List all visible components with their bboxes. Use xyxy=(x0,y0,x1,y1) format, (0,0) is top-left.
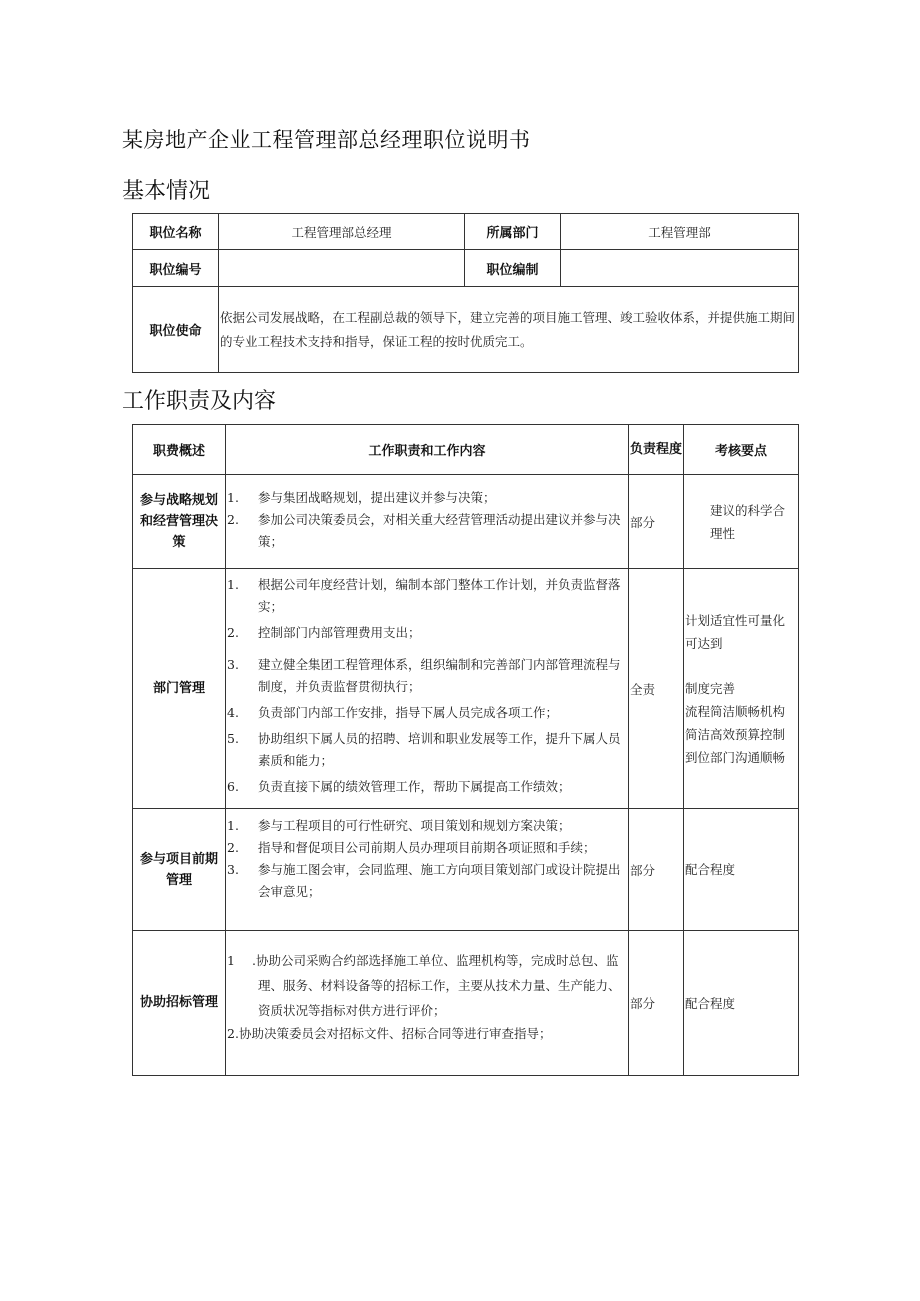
page-title: 某房地产企业工程管理部总经理职位说明书 xyxy=(122,128,531,152)
list-item: 1. 根据公司年度经营计划，编制本部门整体工作计划，并负责监督落实； xyxy=(227,577,621,614)
headcount-label: 职位编制 xyxy=(465,250,561,287)
duty-level: 全责 xyxy=(629,569,684,809)
list-item: 4. 负责部门内部工作安排，指导下属人员完成各项工作； xyxy=(227,705,559,720)
mission-label: 职位使命 xyxy=(133,287,219,373)
table-row xyxy=(133,931,799,1076)
section-title-basic: 基本情况 xyxy=(122,179,211,204)
table-row xyxy=(133,809,799,931)
list-item: 3. 建立健全集团工程管理体系，组织编制和完善部门内部管理流程与制度，并负责监督贯彻执行； xyxy=(227,657,621,694)
section-title-duties: 工作职责及内容 xyxy=(122,389,277,414)
duty-kpi: 计划适宜性可量化 可达到 制度完善 流程简洁顺畅机构 简洁高效预算控制 到位部门沟通顺畅 xyxy=(684,569,799,809)
position-name-value: 工程管理部总经理 xyxy=(219,214,465,250)
department-label: 所属部门 xyxy=(465,214,561,250)
table-row xyxy=(133,250,799,287)
list-item: 5. 协助组织下属人员的招聘、培训和职业发展等工作，提升下属人员素质和能力； xyxy=(227,731,621,768)
basic-info-table xyxy=(132,213,799,373)
duty-category: 参与项目前期管理 xyxy=(133,809,226,931)
position-name-label: 职位名称 xyxy=(133,214,219,250)
table-row xyxy=(133,287,799,373)
list-item: 3. 参与施工图会审，会同监理、施工方向项目策划部门或设计院提出会审意见； xyxy=(227,862,621,899)
duty-kpi: 建议的科学合理性 xyxy=(684,475,799,569)
header-level: 负责程度 xyxy=(629,425,684,475)
table-header-row xyxy=(133,425,799,475)
list-item: 1. 参与工程项目的可行性研究、项目策划和规划方案决策； xyxy=(227,818,571,833)
table-row xyxy=(133,214,799,250)
duty-content xyxy=(226,931,629,1076)
duty-category: 部门管理 xyxy=(133,569,226,809)
duty-content xyxy=(226,475,629,569)
list-item: 6. 负责直接下属的绩效管理工作，帮助下属提高工作绩效； xyxy=(227,779,571,794)
header-kpi: 考核要点 xyxy=(684,425,799,475)
duty-kpi: 配合程度 xyxy=(684,931,799,1076)
duty-content xyxy=(226,569,629,809)
header-category: 职费概述 xyxy=(133,425,226,475)
mission-text: 依据公司发展战略，在工程副总裁的领导下，建立完善的项目施工管理、竣工验收体系，并提供施工期间的专业工程技术支持和指导，保证工程的按时优质完工。 xyxy=(219,287,799,373)
headcount-value xyxy=(561,250,799,287)
duty-content xyxy=(226,809,629,931)
duty-level: 部分 xyxy=(629,475,684,569)
duty-kpi: 配合程度 xyxy=(684,809,799,931)
duty-category: 参与战略规划和经营管理决策 xyxy=(133,475,226,569)
header-content: 工作职责和工作内容 xyxy=(226,425,629,475)
duty-category: 协助招标管理 xyxy=(133,931,226,1076)
duties-table xyxy=(132,424,799,1076)
list-item: 2. 指导和督促项目公司前期人员办理项目前期各项证照和手续； xyxy=(227,840,596,855)
duty-level: 部分 xyxy=(629,809,684,931)
list-item: 1. 参与集团战略规划，提出建议并参与决策； xyxy=(227,490,496,505)
position-code-label: 职位编号 xyxy=(133,250,219,287)
table-row xyxy=(133,569,799,809)
duty-level: 部分 xyxy=(629,931,684,1076)
list-item: 1 .协助公司采购合约部选择施工单位、监理机构等，完成时总包、监理、服务、材料设备等的招标工作，主要从技术力量、生产能力、资质状况等指标对供方进行评价； xyxy=(227,952,621,1018)
table-row xyxy=(133,475,799,569)
list-item: 2.协助决策委员会对招标文件、招标合同等进行审查指导； xyxy=(227,1025,552,1041)
department-value: 工程管理部 xyxy=(561,214,799,250)
list-item: 2. 参加公司决策委员会，对相关重大经营管理活动提出建议并参与决策； xyxy=(227,512,621,549)
position-code-value xyxy=(219,250,465,287)
list-item: 2. 控制部门内部管理费用支出； xyxy=(227,625,421,640)
